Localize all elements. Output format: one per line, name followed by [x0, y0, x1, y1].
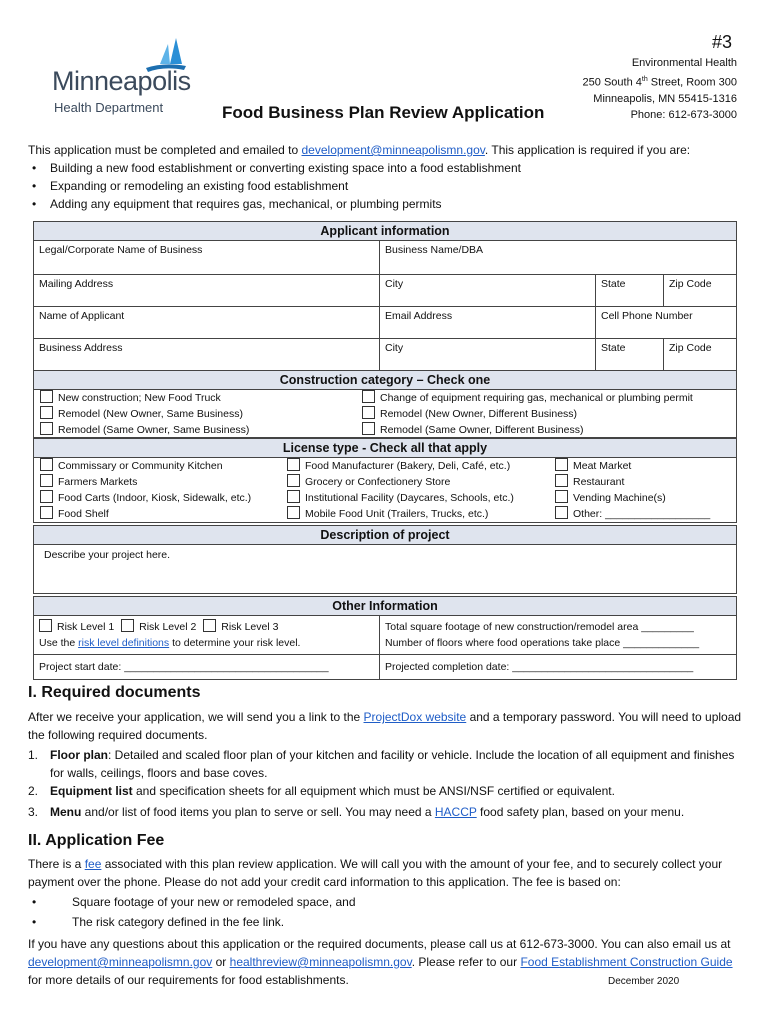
checkbox[interactable]: [555, 458, 568, 471]
zip-field[interactable]: Zip Code: [664, 274, 737, 306]
development-email-link[interactable]: development@minneapolismn.gov: [301, 143, 485, 157]
list-item: 1. Floor plan: Detailed and scaled floor plan of your kitchen and facility or vehicle. Include the location of all equipment and finishes for walls, ceilings, floors and base coves.: [28, 748, 735, 780]
projectdox-link[interactable]: ProjectDox website: [363, 710, 467, 724]
other-info-section: [33, 596, 737, 680]
checkbox[interactable]: [40, 474, 53, 487]
checkbox[interactable]: [40, 390, 53, 403]
start-date-field[interactable]: Project start date: ___________________________________: [34, 655, 380, 679]
page-title: Food Business Plan Review Application: [222, 103, 545, 122]
risk-level-definitions-link[interactable]: risk level definitions: [78, 637, 170, 649]
page-number: #3: [712, 32, 733, 52]
section-header: License type - Check all that apply: [34, 439, 736, 458]
checkbox-option[interactable]: Restaurant: [555, 474, 710, 490]
risk-level-cell: Risk Level 1 Risk Level 2 Risk Level 3 Use the risk level definitions to determine your risk level.: [39, 621, 301, 649]
checkbox-option[interactable]: Remodel (Same Owner, Same Business): [40, 422, 249, 438]
construction-category-section: [33, 370, 737, 438]
checkbox[interactable]: [121, 619, 134, 632]
license-type-section: [33, 438, 737, 523]
checkbox[interactable]: [40, 406, 53, 419]
checkbox[interactable]: [39, 619, 52, 632]
license-column-3: [555, 458, 710, 522]
checkbox[interactable]: [40, 458, 53, 471]
state-field[interactable]: State: [596, 274, 664, 306]
checkbox-option[interactable]: Mobile Food Unit (Trailers, Trucks, etc.): [287, 506, 514, 522]
checkbox[interactable]: [555, 490, 568, 503]
section-header: Other Information: [34, 597, 736, 616]
description-section: [33, 525, 737, 594]
mailing-address-field[interactable]: Mailing Address: [34, 274, 380, 306]
applicant-name-field[interactable]: Name of Applicant: [34, 306, 380, 338]
checkbox[interactable]: [287, 458, 300, 471]
required-documents-body: After we receive your application, we will send you a link to the ProjectDox website and a temporary password. You will need to upload the following required documents. 1. Floor plan: Detailed and scaled floor plan of your kitchen and facility or vehicle. Include the location of all equipment and finishes for walls, ceilings, floors and base coves. 2. Equipment list and specification sheets for all equipment which must be ANSI/NSF certified or equivalent. 3. Menu and/or list of food items you plan to serve or sell. You may need a HACCP food safety plan, based on your menu.: [28, 708, 750, 821]
fee-link[interactable]: fee: [84, 857, 102, 871]
checkbox[interactable]: [203, 619, 216, 632]
legal-name-field[interactable]: Legal/Corporate Name of Business: [39, 244, 203, 256]
intro-bullet: • Building a new food establishment or converting existing space into a food establishment: [50, 159, 748, 177]
fee-bullet: • Square footage of your new or remodeled space, and: [32, 895, 356, 909]
checkbox-option[interactable]: Institutional Facility (Daycares, Schools, etc.): [287, 490, 514, 506]
cell-phone-field[interactable]: Cell Phone Number: [596, 306, 737, 338]
logo-subtitle: Health Department: [54, 100, 164, 115]
intro-bullet: • Expanding or remodeling an existing food establishment: [50, 177, 748, 195]
applicant-info-section: [33, 221, 737, 371]
license-column-1: [40, 458, 251, 522]
checkbox-option[interactable]: Food Carts (Indoor, Kiosk, Sidewalk, etc.): [40, 490, 251, 506]
section-header: Description of project: [34, 526, 736, 545]
checkbox[interactable]: [287, 474, 300, 487]
checkbox-option[interactable]: Other: __________________: [555, 506, 710, 522]
checkbox[interactable]: [287, 506, 300, 519]
application-fee-body: There is a fee associated with this plan review application. We will call you with the amount of your fee, and to securely collect your payment over the phone. Please do not add your credit card information to this application. The fee is based on: • Square footage of your new or remodeled space, and • The risk category defined in the fee link. If you have any questions about this application or the required documents, please call us at 612-673-3000. You can also email us at development@minneapolismn.gov or healthreview@minneapolismn.gov. Please refer to our Food Establishment Construction Guide for more details of our requirements for food establishments.: [28, 855, 750, 989]
required-documents-heading: I. Required documents: [28, 684, 201, 701]
checkbox-option[interactable]: New construction; New Food Truck: [40, 390, 249, 406]
business-state-field[interactable]: State: [596, 338, 664, 370]
construction-left-column: [40, 390, 249, 438]
completion-date-field[interactable]: Projected completion date: _______________________________: [380, 655, 737, 679]
logo-wordmark: Minneapolis: [52, 66, 191, 96]
construction-guide-link[interactable]: Food Establishment Construction Guide: [520, 955, 733, 969]
section-header: Construction category – Check one: [34, 371, 736, 390]
checkbox-option[interactable]: Vending Machine(s): [555, 490, 710, 506]
checkbox[interactable]: [555, 506, 568, 519]
business-address-field[interactable]: Business Address: [34, 338, 380, 370]
checkbox[interactable]: [287, 490, 300, 503]
checkbox-option[interactable]: Meat Market: [555, 458, 710, 474]
construction-right-column: [362, 390, 693, 438]
checkbox[interactable]: [40, 422, 53, 435]
email-field[interactable]: Email Address: [380, 306, 596, 338]
description-textarea[interactable]: Describe your project here.: [44, 549, 171, 561]
department-address: Environmental Health 250 South 4th Street, Room 300 Minneapolis, MN 55415-1316 Phone: 612-673-3000: [582, 57, 737, 122]
checkbox-option[interactable]: Farmers Markets: [40, 474, 251, 490]
application-fee-heading: II. Application Fee: [28, 832, 165, 849]
list-item: 2. Equipment list and specification sheets for all equipment which must be ANSI/NSF certified or equivalent.: [28, 784, 615, 798]
healthreview-email-link[interactable]: healthreview@minneapolismn.gov: [229, 955, 412, 969]
haccp-link[interactable]: HACCP: [434, 805, 477, 819]
intro-bullet: • Adding any equipment that requires gas, mechanical, or plumbing permits: [50, 195, 748, 213]
checkbox-option[interactable]: Remodel (New Owner, Different Business): [362, 406, 693, 422]
checkbox[interactable]: [40, 490, 53, 503]
checkbox[interactable]: [555, 474, 568, 487]
checkbox-option[interactable]: Food Shelf: [40, 506, 251, 522]
checkbox-option[interactable]: Remodel (Same Owner, Different Business): [362, 422, 693, 438]
checkbox-option[interactable]: Food Manufacturer (Bakery, Deli, Café, etc.): [287, 458, 514, 474]
checkbox-option[interactable]: Grocery or Confectionery Store: [287, 474, 514, 490]
business-zip-field[interactable]: Zip Code: [664, 338, 737, 370]
checkbox[interactable]: [40, 506, 53, 519]
checkbox[interactable]: [362, 406, 375, 419]
license-column-2: [287, 458, 514, 522]
dba-field[interactable]: Business Name/DBA: [380, 241, 737, 274]
development-email-link[interactable]: development@minneapolismn.gov: [28, 955, 213, 969]
section-header: Applicant information: [34, 222, 736, 241]
checkbox-option[interactable]: Change of equipment requiring gas, mechanical or plumbing permit: [362, 390, 693, 406]
square-footage-cell[interactable]: Total square footage of new construction/remodel area _________ Number of floors where food operations take place _____________: [380, 616, 737, 655]
checkbox[interactable]: [362, 422, 375, 435]
checkbox-option[interactable]: Remodel (New Owner, Same Business): [40, 406, 249, 422]
fee-bullet: • The risk category defined in the fee link.: [32, 915, 285, 929]
intro-text: This application must be completed and emailed to development@minneapolismn.gov. This application is required if you are: • Building a new food establishment or converting existing space into a food establishment • Expanding or remodeling an existing food establishment • Adding any equipment that requires gas, mechanical, or plumbing permits: [28, 141, 748, 213]
list-item: 3. Menu and/or list of food items you plan to serve or sell. You may need a HACCP food safety plan, based on your menu.: [28, 805, 685, 819]
checkbox[interactable]: [362, 390, 375, 403]
city-field[interactable]: City: [380, 274, 596, 306]
footer-date: December 2020: [608, 976, 680, 987]
checkbox-option[interactable]: Commissary or Community Kitchen: [40, 458, 251, 474]
business-city-field[interactable]: City: [380, 338, 596, 370]
